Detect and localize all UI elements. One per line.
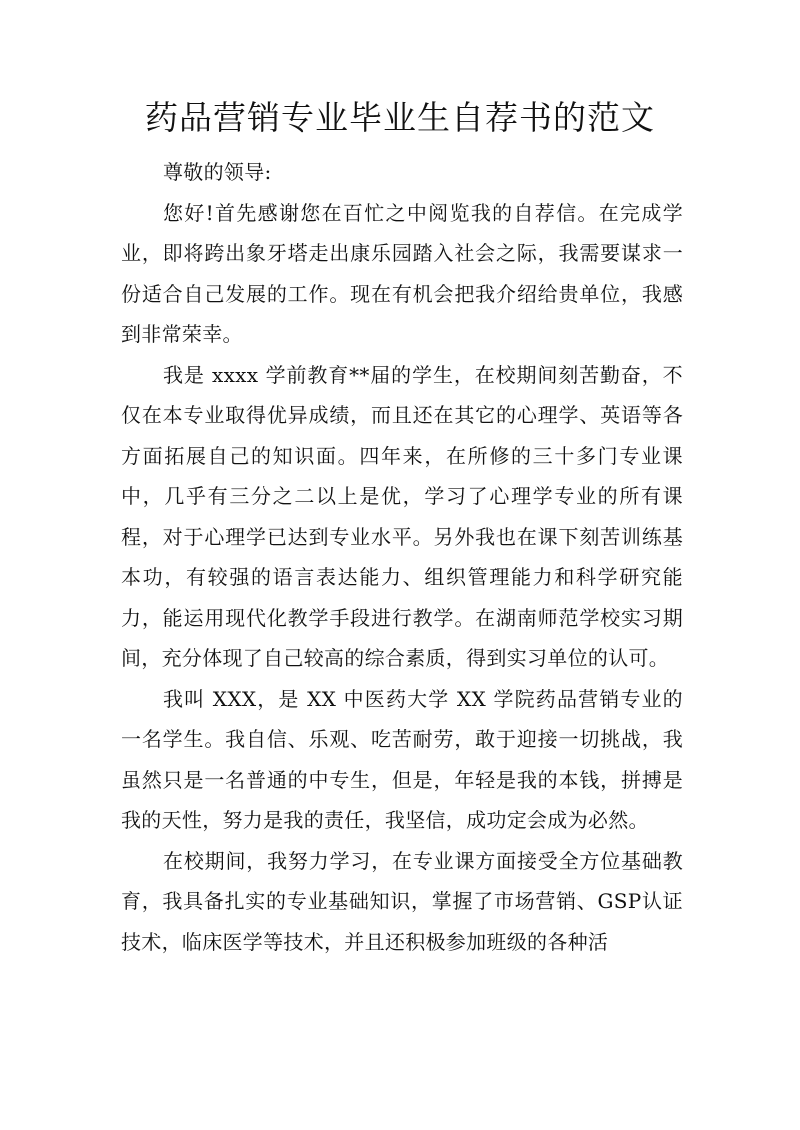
salutation: 尊敬的领导:: [163, 160, 272, 184]
paragraph-school-period: 在校期间，我努力学习，在专业课方面接受全方位基础教育，我具备扎实的专业基础知识，掌握了市场营销、GSP认证技术，临床医学等技术，并且还积极参加班级的各种活: [121, 848, 683, 954]
document-title: 药品营销专业毕业生自荐书的范文: [145, 98, 655, 137]
document-body: [121, 152, 683, 962]
paragraph-education: 我是 xxxx 学前教育**届的学生，在校期间刻苦勤奋，不仅在本专业取得优异成绩，而且还在其它的心理学、英语等各方面拓展自己的知识面。四年来，在所修的三十多门专业课中，几乎有三分之二以上是优，学习了心理学专业的所有课程，对于心理学已达到专业水平。另外我也在课下刻苦训练基本功，有较强的语言表达能力、组织管理能力和科学研究能力，能运用现代化教学手段进行教学。在湖南师范学校实习期间，充分体现了自己较高的综合素质，得到实习单位的认可。: [121, 362, 683, 670]
paragraph-self-introduction: 我叫 XXX，是 XX 中医药大学 XX 学院药品营销专业的一名学生。我自信、乐观、吃苦耐劳，敢于迎接一切挑战，我虽然只是一名普通的中专生，但是，年轻是我的本钱，拼搏是我的天性，努力是我的责任，我坚信，成功定会成为必然。: [121, 686, 683, 832]
paragraph-greeting: 您好!首先感谢您在百忙之中阅览我的自荐信。在完成学业，即将跨出象牙塔走出康乐园踏入社会之际，我需要谋求一份适合自己发展的工作。现在有机会把我介绍给贵单位，我感到非常荣幸。: [121, 200, 683, 346]
